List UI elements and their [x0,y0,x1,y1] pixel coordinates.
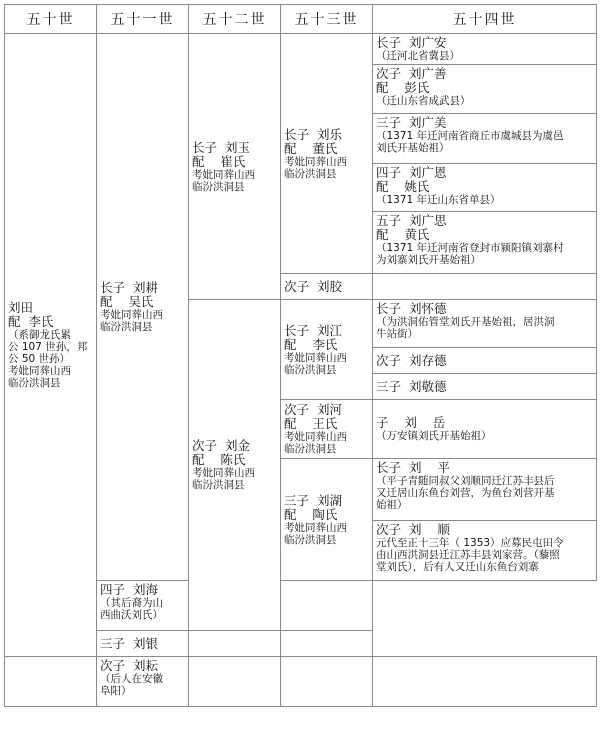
person-name: 长子 刘怀德 [376,301,447,316]
person-note: 元代至正十三年（ 1353）应募民屯田令 由山西洪洞县迁江苏丰县刘家营。（藜照 堂刘氏），后有人又迁山东鱼台刘寨 [376,537,564,573]
table-row [5,34,597,65]
cell-gen54-liucunde [373,348,597,374]
person-name: 次子 刘金 配 陈氏 [192,438,250,467]
person-name: 刘田 配 李氏 [8,300,54,329]
cell-gen51-liugeng [97,34,189,581]
cell-gen52-liuyin [97,631,189,657]
person-name: 四子 刘海 [100,582,158,597]
person-note: 考妣同葬山西 临汾洪洞县 [284,155,347,180]
cell-gen54-empty [281,581,373,631]
person-name: 长子 刘玉 配 崔氏 [192,139,250,169]
person-note: （万安镇刘氏开基始祖） [376,430,492,442]
person-name: 次子 刘存德 [376,352,447,368]
person-name: 子 刘 岳 [376,415,446,430]
person-note: 考妣同葬山西 临汾洪洞县 [284,431,347,455]
person-name: 长子 刘江 配 李氏 [284,322,342,352]
person-name: 长子 刘耕 配 吴氏 [100,280,158,309]
cell-gen52-liuyu [189,34,281,300]
person-name: 长子 刘乐 配 董氏 [284,126,342,156]
person-note: （平子青随同叔父刘顺同迁江苏丰县后 又迁居山东鱼台刘营，为鱼台刘营开基 始祖） [376,475,555,511]
cell-gen54-empty [281,631,373,657]
person-note: （其后裔为山 西曲沃刘氏） [100,597,163,621]
person-name: 四子 刘广恩 配 姚氏 [376,165,447,194]
person-note: （1371 年迁山东省单县） [376,194,501,206]
cell-gen53-empty [189,631,281,657]
table-row [5,657,597,707]
cell-gen54-liuguangmei [373,114,597,164]
header-gen51: 五十一世 [97,5,189,34]
header-row [5,5,597,34]
cell-gen53-liuhu [281,459,373,581]
person-note: （迁山东省成武县） [376,95,471,107]
cell-gen53-liuhai [97,581,189,631]
person-name: 三子 刘银 [100,635,158,651]
cell-gen52-liujin [189,300,281,631]
cell-gen51-liuyun [97,657,189,707]
person-name: 次子 刘耘 [100,658,158,673]
person-name: 次子 刘胶 [284,278,342,294]
cell-gen54-liushun [373,521,597,581]
person-note: 考妣同葬山西 临汾洪洞县 [284,351,347,376]
cell-gen54-liuguangen [373,164,597,212]
header-gen53: 五十三世 [281,5,373,34]
header-gen52: 五十二世 [189,5,281,34]
person-name: 长子 刘 平 [376,460,450,475]
cell-gen54-liujingde [373,374,597,400]
person-name: 次子 刘广善 配 彭氏 [376,66,447,95]
cell-gen54-liuguangsi [373,212,597,274]
cell-gen52-empty [189,657,281,707]
person-name: 次子 刘 顺 [376,522,450,537]
cell-gen53-liujiang [281,300,373,400]
cell-gen54-liuguangshan [373,65,597,114]
cell-gen54-liuguangan [373,34,597,65]
cell-gen54-liuping [373,459,597,521]
cell-gen53-liuhe [281,400,373,459]
person-name: 三子 刘敬德 [376,378,447,394]
person-note: （系御龙氏累 公 107 世孙，邦 公 50 世孙） 考妣同葬山西 临汾洪洞县 [8,329,88,389]
cell-gen50-liutian [5,34,97,657]
cell-gen54-empty [373,274,597,300]
person-name: 长子 刘广安 [376,35,447,50]
person-note: （1371 年迁河南省登封市颍阳镇刘寨村 为刘寨刘氏开基始祖） [376,242,564,266]
person-name: 五子 刘广思 配 黄氏 [376,213,447,242]
genealogy-table [4,4,597,707]
cell-gen54-empty [373,657,597,707]
cell-gen54-liuyue [373,400,597,459]
cell-gen53-empty [281,657,373,707]
header-gen50: 五十世 [5,5,97,34]
person-note: 考妣同葬山西 临汾洪洞县 [100,309,163,333]
person-note: 考妣同葬山西 临汾洪洞县 [192,467,255,491]
person-note: 考妣同葬山西 临汾洪洞县 [192,168,255,193]
header-gen54: 五十四世 [373,5,597,34]
person-note: （迁河北省冀县） [376,50,460,62]
cell-gen50-empty [5,657,97,707]
cell-gen53-liule [281,34,373,274]
cell-gen53-liujiao [281,274,373,300]
person-name: 次子 刘河 配 王氏 [284,402,342,431]
person-note: （1371 年迁河南省商丘市虞城县为虞邑 刘氏开基始祖） [376,130,564,154]
person-name: 三子 刘广美 [376,115,447,130]
person-note: 考妣同葬山西 临汾洪洞县 [284,521,347,546]
cell-gen54-liuhuaide [373,300,597,348]
person-name: 三子 刘湖 配 陶氏 [284,492,342,522]
person-note: （后人在安徽 阜阳） [100,673,163,697]
person-note: （为洪洞佑管堂刘氏开基始祖，居洪洞 牛站街） [376,316,555,340]
